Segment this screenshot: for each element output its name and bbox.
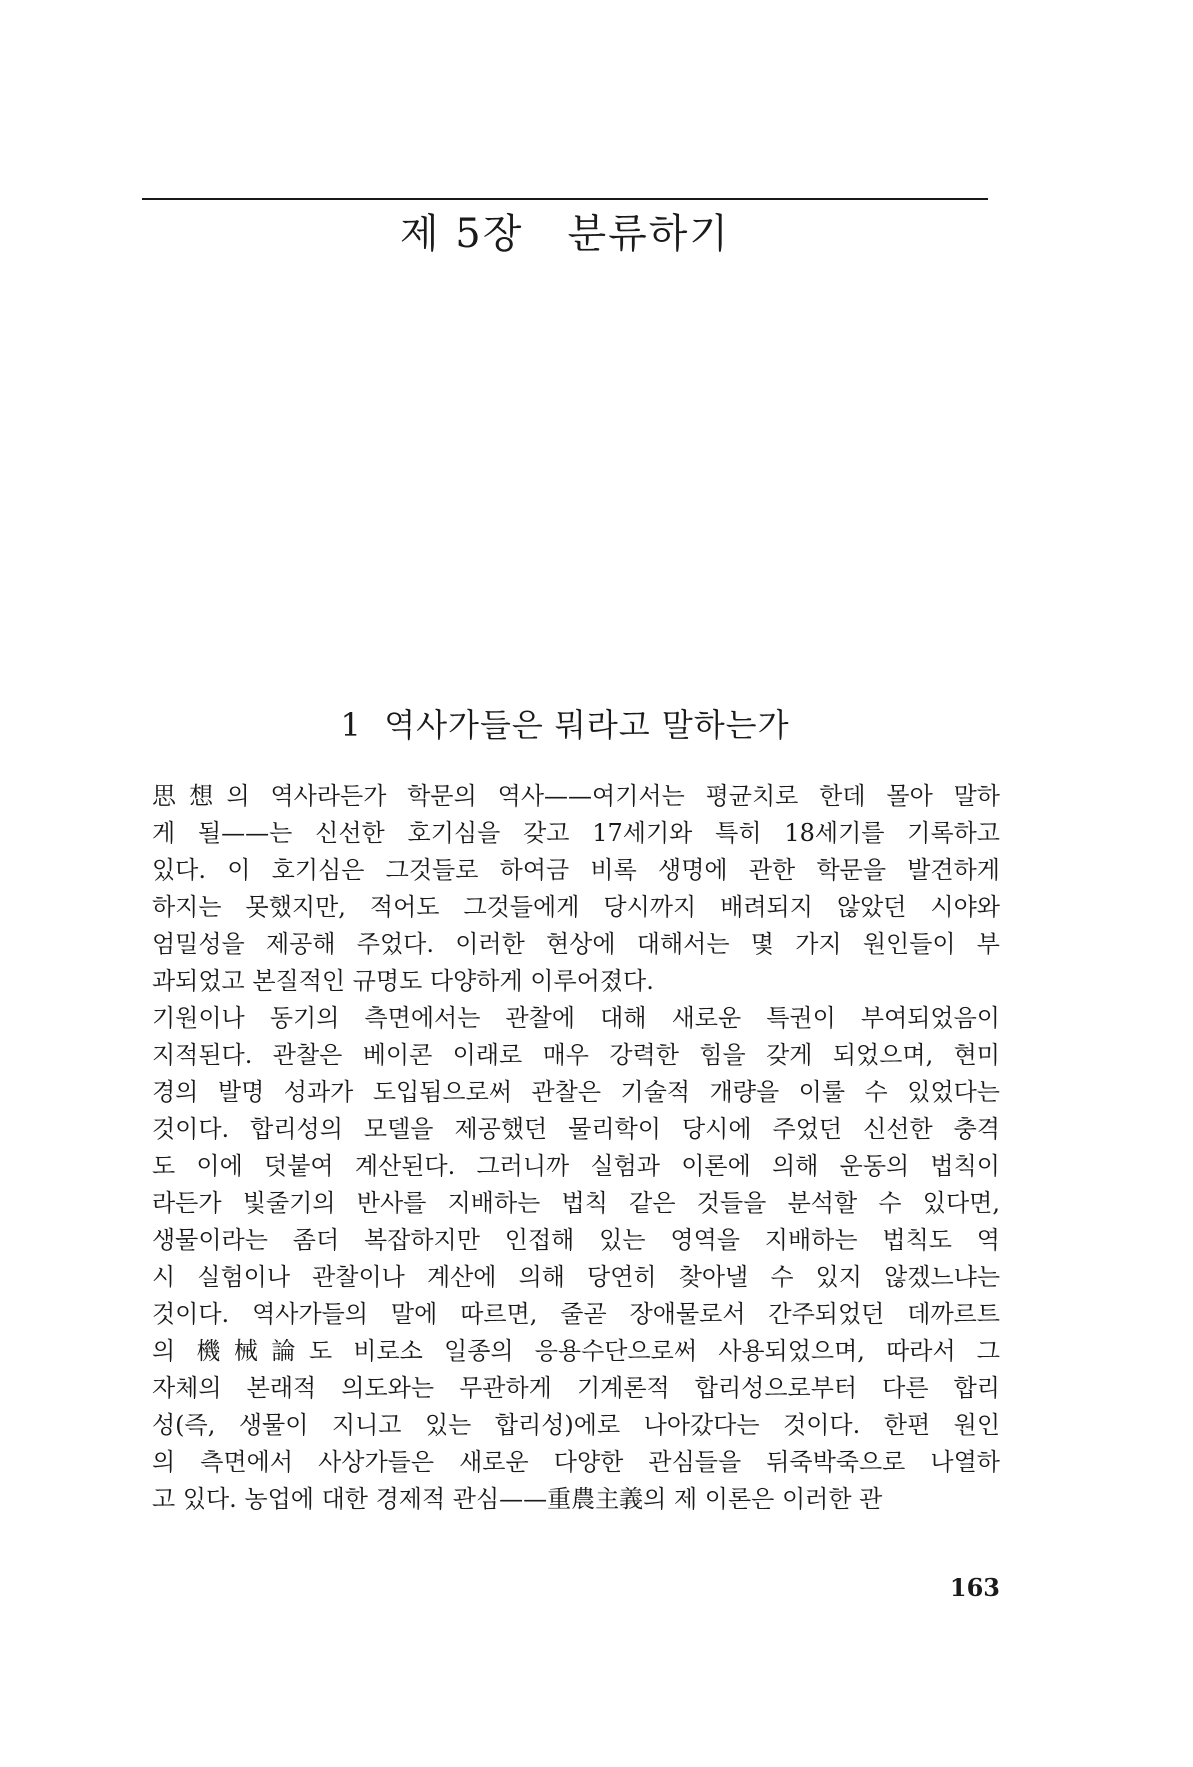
text-line: 있다. 이 호기심은 그것들로 하여금 비록 생명에 관한 학문을 발견하게 [152, 856, 1000, 884]
text-line: 시 실험이나 관찰이나 계산에 의해 당연히 찾아낼 수 있지 않겠느냐는 [152, 1263, 1000, 1291]
text-line: 라든가 빛줄기의 반사를 지배하는 법칙 같은 것들을 분석할 수 있다면, [152, 1189, 1000, 1217]
text-line: 의 측면에서 사상가들은 새로운 다양한 관심들을 뒤죽박죽으로 나열하 [152, 1448, 1000, 1476]
text-line: 과되었고 본질적인 규명도 다양하게 이루어졌다. [152, 967, 654, 995]
text-line: 것이다. 합리성의 모델을 제공했던 물리학이 당시에 주었던 신선한 충격 [152, 1115, 1000, 1143]
text-line: 생물이라는 좀더 복잡하지만 인접해 있는 영역을 지배하는 법칙도 역 [152, 1226, 1000, 1254]
text-line: 경의 발명 성과가 도입됨으로써 관찰은 기술적 개량을 이룰 수 있었다는 [152, 1078, 1000, 1106]
text-line: 고 있다. 농업에 대한 경제적 관심——重農主義의 제 이론은 이러한 관 [152, 1485, 883, 1513]
text-line: 하지는 못했지만, 적어도 그것들에게 당시까지 배려되지 않았던 시야와 [152, 893, 1000, 921]
body-text [152, 778, 1000, 1518]
chapter-rule [142, 198, 988, 200]
page-number: 163 [949, 1573, 1000, 1602]
text-line: 게 될——는 신선한 호기심을 갖고 17세기와 특히 18세기를 기록하고 [152, 819, 1000, 847]
text-line: 자체의 본래적 의도와는 무관하게 기계론적 합리성으로부터 다른 합리 [152, 1374, 1000, 1402]
text-line: 도 이에 덧붙여 계산된다. 그러니까 실험과 이론에 의해 운동의 법칙이 [152, 1152, 1000, 1180]
text-line: 것이다. 역사가들의 말에 따르면, 줄곧 장애물로서 간주되었던 데까르트 [152, 1300, 1000, 1328]
text-line: 지적된다. 관찰은 베이콘 이래로 매우 강력한 힘을 갖게 되었으며, 현미 [152, 1041, 1000, 1069]
text-line: 기원이나 동기의 측면에서는 관찰에 대해 새로운 특권이 부여되었음이 [152, 1004, 1000, 1032]
chapter-title: 제 5장 분류하기 [399, 211, 731, 257]
text-line: 思想의 역사라든가 학문의 역사——여기서는 평균치로 한데 몰아 말하 [152, 782, 1000, 810]
section-title: 1 역사가들은 뭐라고 말하는가 [340, 706, 790, 744]
text-line: 의 機械論도 비로소 일종의 응용수단으로써 사용되었으며, 따라서 그 [152, 1337, 1000, 1365]
text-line: 엄밀성을 제공해 주었다. 이러한 현상에 대해서는 몇 가지 원인들이 부 [152, 930, 1000, 958]
text-line: 성(즉, 생물이 지니고 있는 합리성)에로 나아갔다는 것이다. 한편 원인 [152, 1411, 1000, 1439]
